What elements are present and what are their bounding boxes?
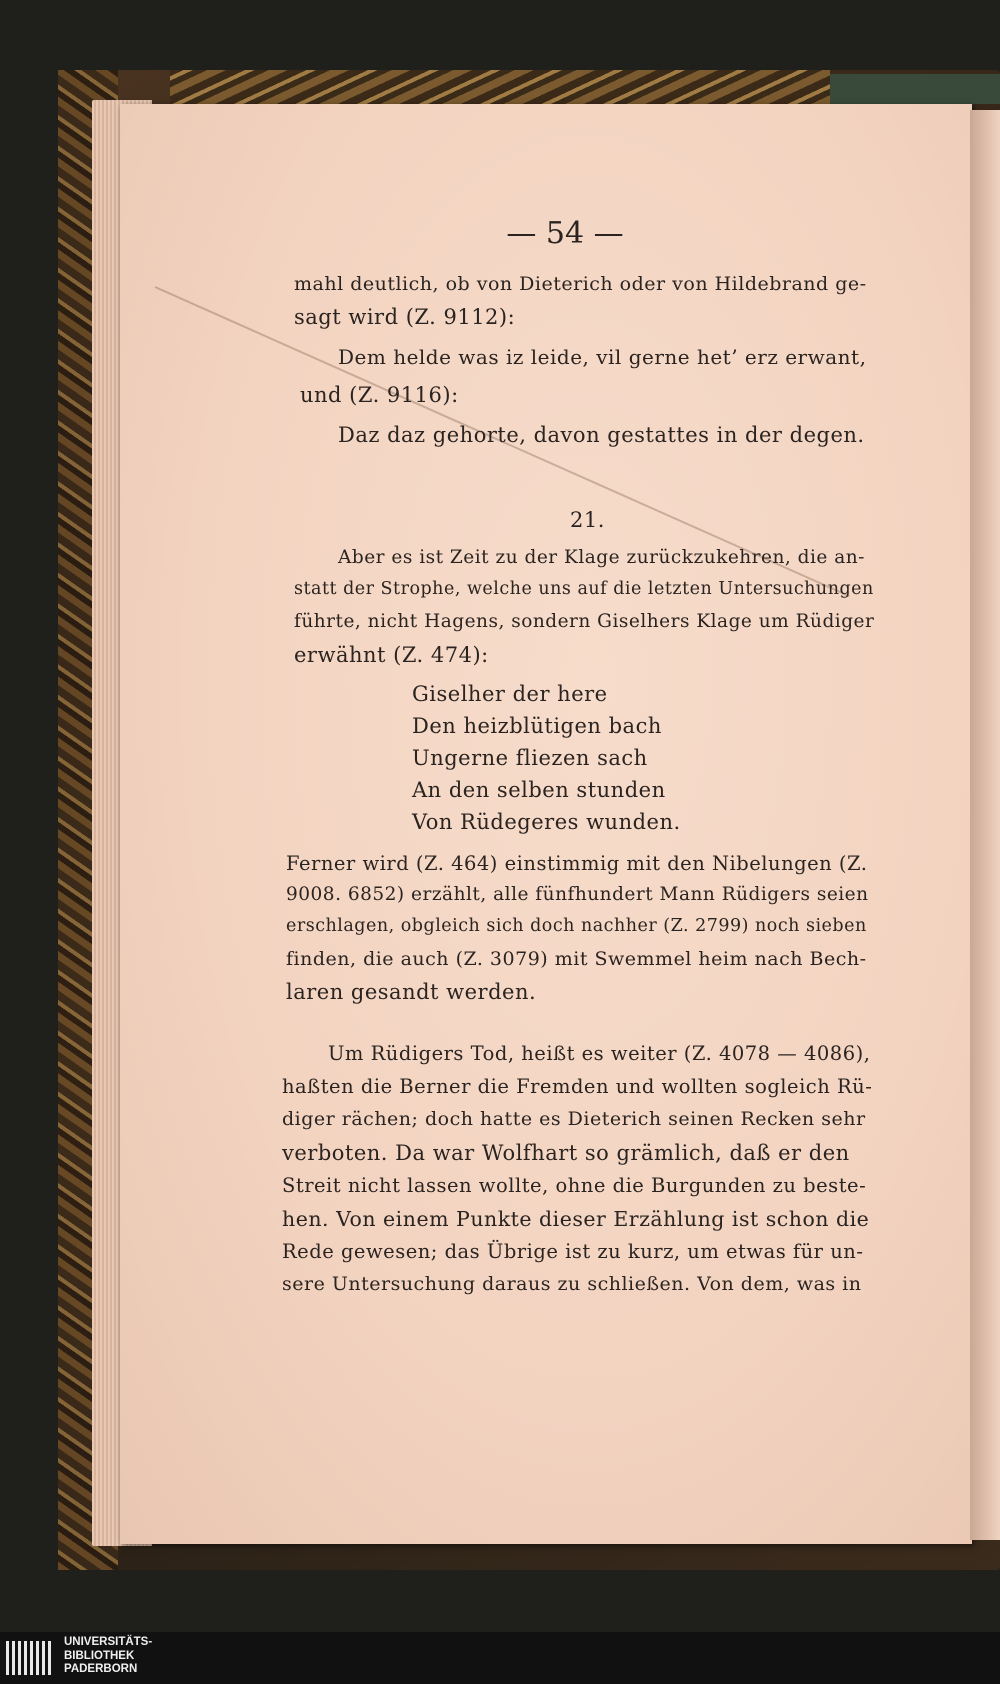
text-line: verboten. Da war Wolfhart so grämlich, daß er den xyxy=(282,1141,850,1165)
text-line: Daz daz gehorte, davon gestattes in der degen. xyxy=(338,423,865,447)
text-line: Ferner wird (Z. 464) einstimmig mit den Nibelungen (Z. xyxy=(286,852,868,875)
text-line: führte, nicht Hagens, sondern Giselhers Klage um Rüdiger xyxy=(294,611,875,632)
text-line: erschlagen, obgleich sich doch nachher (Z. 2799) noch sieben xyxy=(286,916,867,936)
text-line: finden, die auch (Z. 3079) mit Swemmel heim nach Bech- xyxy=(286,948,867,970)
text-line: Rede gewesen; das Übrige ist zu kurz, um etwas für un- xyxy=(282,1240,864,1263)
cover-corner xyxy=(830,74,1000,104)
library-logo-icon xyxy=(6,1641,52,1675)
text-line: Aber es ist Zeit zu der Klage zurückzukehren, die an- xyxy=(338,547,865,568)
text-line: laren gesandt werden. xyxy=(286,980,537,1004)
logo-line: UNIVERSITÄTS- xyxy=(64,1636,153,1648)
text-line: Um Rüdigers Tod, heißt es weiter (Z. 4078 — 4086), xyxy=(328,1042,871,1065)
library-logo[interactable] xyxy=(64,1636,152,1677)
text-line: haßten die Berner die Fremden und wollten sogleich Rü- xyxy=(282,1075,873,1098)
marbled-edge-top xyxy=(170,70,830,104)
text-line: und (Z. 9116): xyxy=(300,383,459,407)
logo-line: PADERBORN xyxy=(64,1663,138,1675)
text-line: Dem helde was iz leide, vil gerne het’ erz erwant, xyxy=(338,345,867,369)
text-line: hen. Von einem Punkte dieser Erzählung ist schon die xyxy=(282,1207,870,1231)
verse-line: An den selben stunden xyxy=(412,778,666,802)
text-line: 9008. 6852) erzählt, alle fünfhundert Mann Rüdigers seien xyxy=(286,884,869,905)
page-gutter xyxy=(970,110,1000,1540)
text-line: Streit nicht lassen wollte, ohne die Burgunden zu beste- xyxy=(282,1174,867,1197)
text-line: statt der Strophe, welche uns auf die letzten Untersuchungen xyxy=(294,579,874,599)
text-line: erwähnt (Z. 474): xyxy=(294,643,489,667)
verse-line: Giselher der here xyxy=(412,682,608,706)
text-line: sere Untersuchung daraus zu schließen. Von dem, was in xyxy=(282,1273,862,1295)
text-line: diger rächen; doch hatte es Dieterich seinen Recken sehr xyxy=(282,1108,866,1130)
page-number: — 54 — xyxy=(506,216,624,251)
text-line: mahl deutlich, ob von Dieterich oder von Hildebrand ge- xyxy=(294,273,867,295)
text-line: sagt wird (Z. 9112): xyxy=(294,305,516,329)
section-number: 21. xyxy=(570,508,605,532)
verse-line: Von Rüdegeres wunden. xyxy=(412,810,681,834)
verse-line: Ungerne fliezen sach xyxy=(412,746,648,770)
verse-line: Den heizblütigen bach xyxy=(412,714,662,738)
logo-line: BIBLIOTHEK xyxy=(64,1649,135,1662)
